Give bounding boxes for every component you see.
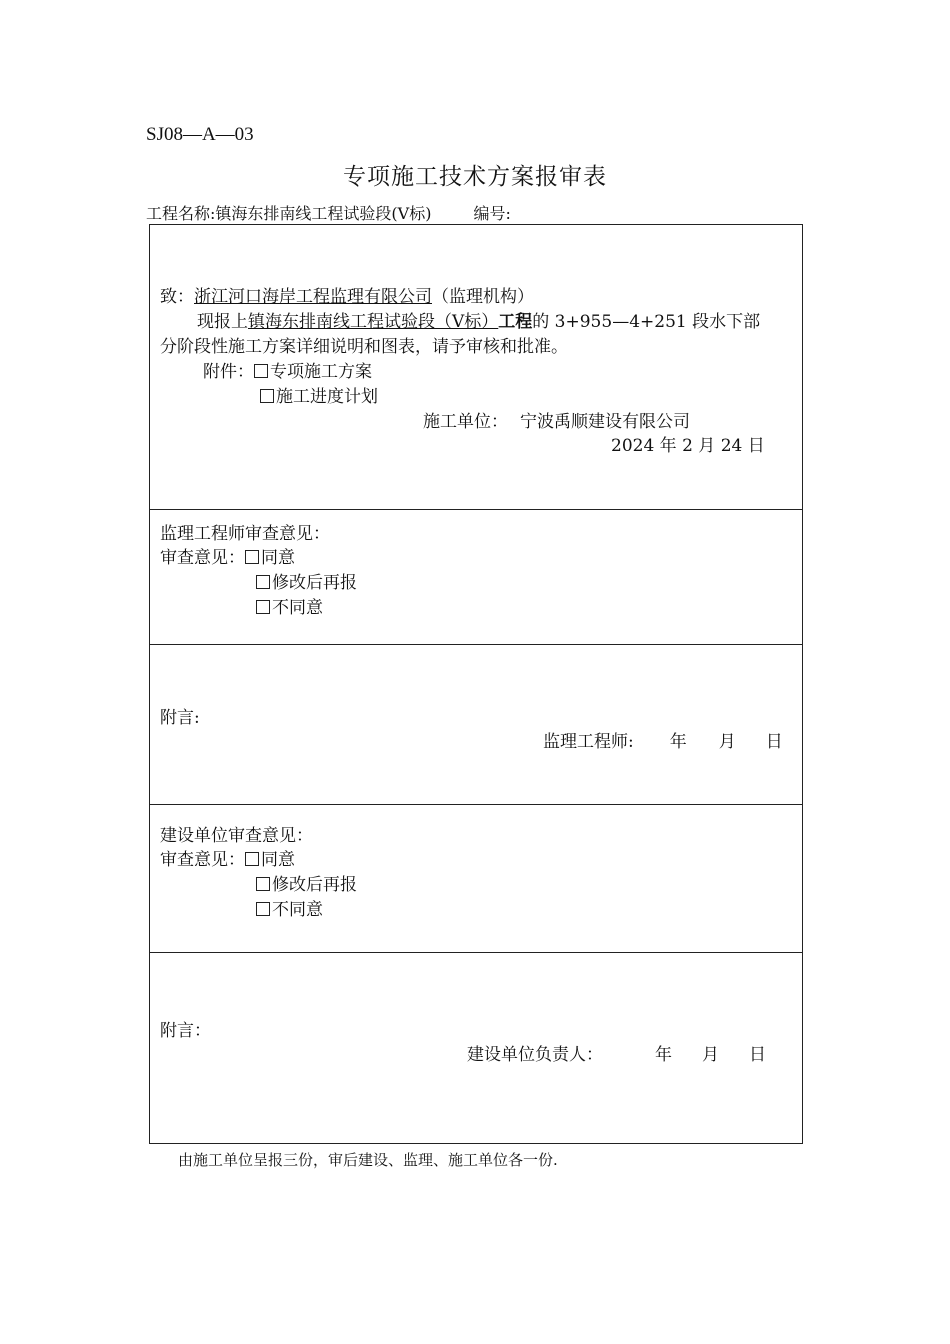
signer-label: 建设单位负责人： [467,1045,603,1065]
opinion-option [256,870,357,895]
checkbox[interactable] [245,550,259,564]
owner-heading: 建设单位审查意见： [160,826,313,846]
project-line [146,201,511,224]
contractor-line [423,407,690,432]
signer-label: 监理工程师: [543,732,634,752]
opinion-option [256,895,323,920]
option-label: 不同意 [272,598,323,618]
option-label: 不同意 [272,900,323,920]
attachment-item [203,357,372,382]
row-divider [149,509,803,510]
option-label: 同意 [261,548,295,568]
signer-line [543,727,783,752]
option-label: 修改后再报 [272,875,357,895]
page-title: 专项施工技术方案报审表 [343,164,607,190]
number-label: 编号: [473,204,511,223]
row-divider [149,804,803,805]
to-suffix: （监理机构） [432,287,534,307]
checkbox[interactable] [256,902,270,916]
note-label: 附言: [160,708,200,728]
unit-name: 宁波禹顺建设有限公司 [520,412,690,432]
attach-item-label: 专项施工方案 [270,362,372,382]
checkbox[interactable] [256,877,270,891]
opinion-option [160,543,295,568]
month-label: 月 [702,1045,719,1065]
note-label: 附言： [160,1021,211,1041]
project-name: 镇海东排南线工程试验段(Ⅴ标) [215,204,432,223]
body-line-1 [197,307,760,332]
row-divider [149,952,803,953]
body-project: 镇海东排南线工程试验段（Ⅴ标） [248,312,499,332]
checkbox[interactable] [245,852,259,866]
unit-label: 施工单位： [423,412,508,432]
footer-note: 由施工单位呈报三份，审后建设、监理、施工单位各一份. [178,1151,558,1169]
body-line-2: 分阶段性施工方案详细说明和图表，请予审核和批准。 [160,337,568,357]
checkbox[interactable] [254,364,268,378]
supervisor-heading: 监理工程师审查意见： [160,524,330,544]
to-org: 浙江河口海岸工程监理有限公司 [194,287,432,307]
attachment-item [260,382,378,407]
signer-line [467,1040,766,1065]
body-project-bold: 工程 [498,312,533,332]
checkbox[interactable] [260,389,274,403]
row-divider [149,644,803,645]
project-label: 工程名称: [146,204,216,223]
year-label: 年 [655,1045,672,1065]
to-label: 致： [160,287,194,307]
body-rest: 的 3+955—4+251 段水下部 [532,312,761,332]
opinion-option [256,568,357,593]
option-label: 同意 [261,850,295,870]
month-label: 月 [718,732,736,752]
addressee-line [160,282,534,307]
attach-label: 附件： [203,362,254,382]
checkbox[interactable] [256,600,270,614]
opinion-label: 审查意见： [160,548,245,568]
option-label: 修改后再报 [272,573,357,593]
opinion-option [256,593,323,618]
submission-date: 2024 年 2 月 24 日 [611,436,765,456]
checkbox[interactable] [256,575,270,589]
opinion-label: 审查意见： [160,850,245,870]
body-prefix: 现报上 [197,312,248,332]
day-label: 日 [749,1045,766,1065]
form-code: SJ08—A—03 [146,124,254,145]
opinion-option [160,845,295,870]
year-label: 年 [669,732,687,752]
day-label: 日 [765,732,783,752]
attach-item-label: 施工进度计划 [276,387,378,407]
